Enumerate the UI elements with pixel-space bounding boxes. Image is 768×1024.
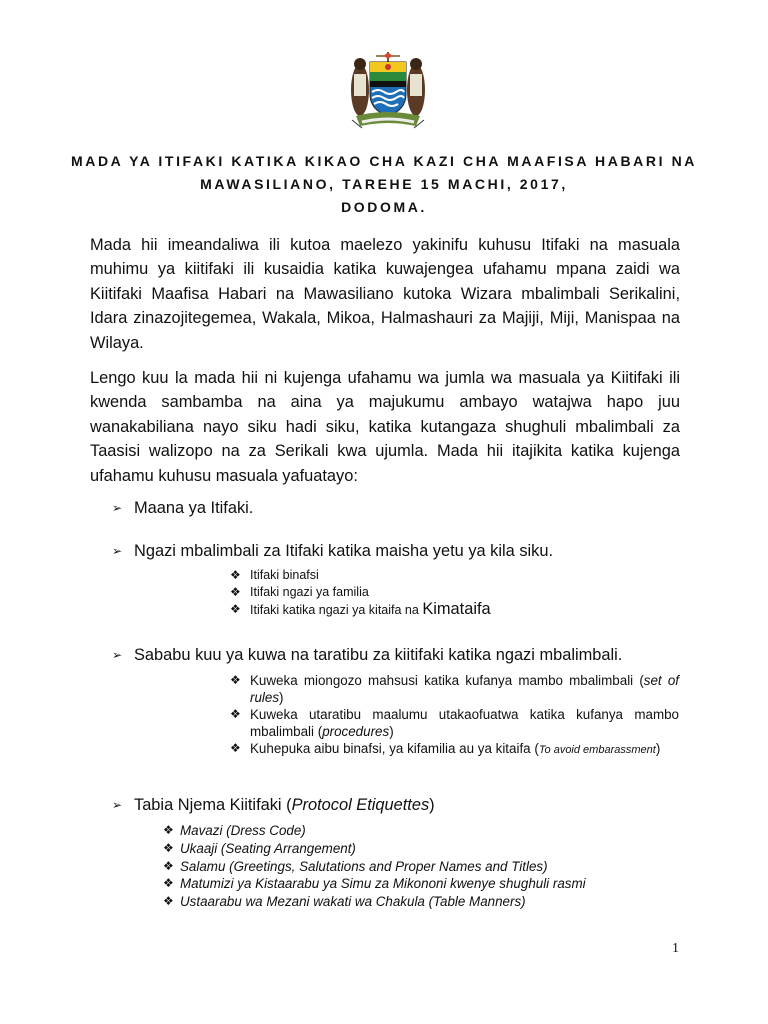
diamond-bullet-icon: ❖ (163, 858, 174, 873)
title-line-1: MADA YA ITIFAKI KATIKA KIKAO CHA KAZI CHA MAAFISA HABARI NA (70, 153, 698, 169)
reasons-list (230, 672, 679, 759)
list-item: ❖ Mavazi (Dress Code) (163, 823, 306, 838)
arrow-bullet-icon: ➢ (112, 648, 123, 662)
title-line-3: DODOMA. (341, 199, 427, 215)
bullet-item (112, 540, 553, 562)
list-item: ❖ Matumizi ya Kistaarabu ya Simu za Mikononi kwenye shughuli rasmi (163, 876, 586, 892)
page-number: 1 (672, 941, 679, 956)
bullet-text: Maana ya Itifaki. (134, 499, 254, 517)
list-item: ❖ Itifaki binafsi (230, 568, 319, 582)
bullet-item: ➢ Tabia Njema Kiitifaki (Protocol Etiquettes) (112, 796, 435, 814)
coat-of-arms-icon (346, 50, 430, 130)
diamond-bullet-icon: ❖ (163, 894, 174, 909)
purpose-paragraph: Lengo kuu la mada hii ni kujenga ufahamu wa jumla wa masuala ya Kiitifaki ili kwenda sambamba na aina ya majukumu ambayo watajwa hapo juu wanakabiliana nayo siku hadi siku, katika kutangaza shughuli mbalimbali za Taasisi walizopo na za Serikali kwa ujumla. Mada hii itajikita katika kujenga ufahamu kuhusu masuala yafuatayo: (90, 369, 680, 485)
etiquette-list (163, 822, 683, 911)
title-line-2: MAWASILIANO, TAREHE 15 MACHI, 2017, (200, 176, 568, 192)
diamond-bullet-icon: ❖ (230, 602, 241, 616)
arrow-bullet-icon: ➢ (112, 798, 123, 812)
list-item: ❖ Ukaaji (Seating Arrangement) (163, 840, 356, 856)
list-item: ❖ Kuweka utaratibu maalumu utakaofuatwa katika kufanya mambo mbalimbali (procedures) (230, 707, 679, 739)
list-item: ❖ Kuhepuka aibu binafsi, ya kifamilia au ya kitaifa (To avoid embarassment) (230, 741, 661, 756)
document-title (60, 150, 708, 219)
protocol-levels-list (230, 567, 670, 619)
bullet-item (112, 497, 253, 519)
diamond-bullet-icon: ❖ (230, 585, 241, 599)
diamond-bullet-icon: ❖ (163, 876, 174, 891)
list-item: ❖ Salamu (Greetings, Salutations and Proper Names and Titles) (163, 858, 548, 874)
list-item: ❖ Ustaarabu wa Mezani wakati wa Chakula (Table Manners) (163, 894, 526, 910)
diamond-bullet-icon: ❖ (230, 673, 241, 687)
diamond-bullet-icon: ❖ (163, 840, 174, 855)
list-item: ❖ Kuweka miongozo mahsusi katika kufanya mambo mbalimbali (set of rules) (230, 673, 679, 705)
diamond-bullet-icon: ❖ (230, 741, 241, 755)
list-item: ❖ Itifaki ngazi ya familia (230, 585, 369, 599)
bullet-text: Ngazi mbalimbali za Itifaki katika maisha yetu ya kila siku. (134, 542, 554, 560)
bullet-text: Sababu kuu ya kuwa na taratibu za kiitifaki katika ngazi mbalimbali. (134, 646, 623, 664)
arrow-bullet-icon: ➢ (112, 501, 123, 515)
arrow-bullet-icon: ➢ (112, 544, 123, 558)
diamond-bullet-icon: ❖ (163, 823, 174, 837)
intro-paragraph: Mada hii imeandaliwa ili kutoa maelezo yakinifu kuhusu Itifaki na masuala muhimu ya kiitifaki ili kusaidia katika kuwajengea ufahamu mpana zaidi wa Kiitifaki Maafisa Habari na Mawasiliano kutoka Wizara mbalimbali Serikalini, Idara zinazojitegemea, Wakala, Mikoa, Halmashauri za Majiji, Miji, Manispaa na Wilaya. (90, 236, 680, 352)
diamond-bullet-icon: ❖ (230, 568, 241, 582)
diamond-bullet-icon: ❖ (230, 707, 241, 721)
list-item: ❖ Itifaki katika ngazi ya kitaifa na Kimataifa (230, 600, 491, 618)
bullet-item (112, 644, 622, 666)
